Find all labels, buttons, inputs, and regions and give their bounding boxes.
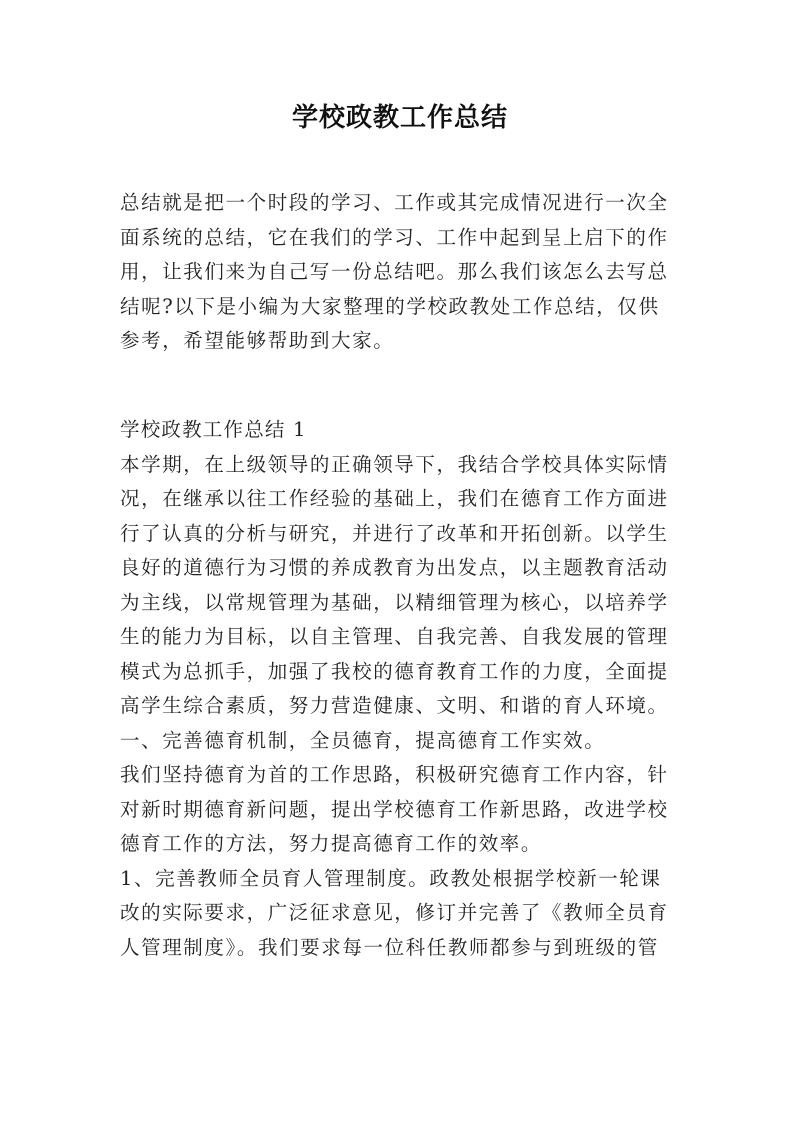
intro-line: 总结就是把一个时段的学习、工作或其完成情况进行一次全 [120,191,669,214]
body-line: 对新时期德育新问题，提出学校德育工作新思路，改进学校 [120,797,669,821]
body-line: 一、完善德育机制，全员德育，提高德育工作实效。 [120,728,606,752]
intro-paragraph [120,186,686,359]
intro-line: 结呢?以下是小编为大家整理的学校政教处工作总结，仅供 [120,294,660,318]
body-line: 为主线，以常规管理为基础，以精细管理为核心，以培养学 [120,590,669,614]
body-line: 良好的道德行为习惯的养成教育为出发点，以主题教育活动 [120,556,669,579]
body-line: 生的能力为目标，以自主管理、自我完善、自我发展的管理 [120,625,669,648]
intro-line: 面系统的总结，它在我们的学习、工作中起到呈上启下的作 [120,225,669,249]
body-line: 行了认真的分析与研究，并进行了改革和开拓创新。以学生 [120,521,669,545]
body-line: 改的实际要求，广泛征求意见，修订并完善了《教师全员育 [120,901,669,924]
body-line: 德育工作的方法，努力提高德育工作的效率。 [120,832,543,855]
intro-line: 参考，希望能够帮助到大家。 [120,329,395,352]
body-section [120,413,686,965]
body-line: 我们坚持德育为首的工作思路，积极研究德育工作内容，针 [120,763,669,786]
body-line: 1、完善教师全员育人管理制度。政教处根据学校新一轮课 [120,866,662,890]
body-line: 高学生综合素质，努力营造健康、文明、和谐的育人环境。 [120,694,669,717]
body-line: 人管理制度》。我们要求每一位科任教师都参与到班级的管 [120,935,659,959]
body-line: 况，在继承以往工作经验的基础上，我们在德育工作方面进 [120,487,669,510]
intro-line: 用，让我们来为自己写一份总结吧。那么我们该怎么去写总 [120,260,669,283]
body-line: 模式为总抓手，加强了我校的德育教育工作的力度，全面提 [120,659,669,683]
section-heading: 学校政教工作总结 1 [120,418,307,441]
page-title: 学校政教工作总结 [291,103,508,133]
body-line: 本学期，在上级领导的正确领导下，我结合学校具体实际情 [120,452,669,476]
